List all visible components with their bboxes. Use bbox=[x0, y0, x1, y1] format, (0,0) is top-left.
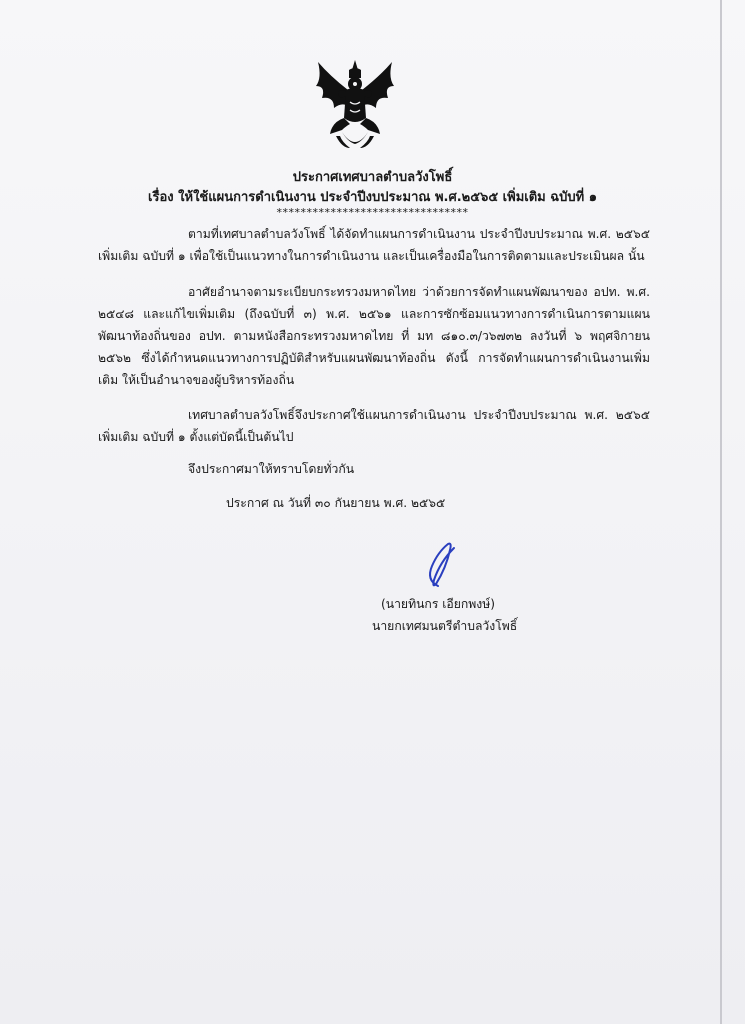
garuda-emblem-icon bbox=[312, 56, 398, 156]
title-divider: ******************************** bbox=[276, 206, 469, 219]
body-paragraph-3 bbox=[98, 404, 650, 448]
announcement-title: ประกาศเทศบาลตำบลวังโพธิ์ bbox=[292, 170, 453, 185]
signatory-name: (นายทินกร เอียกพงษ์) bbox=[381, 597, 496, 611]
announcement-subject: เรื่อง ให้ใช้แผนการดำเนินงาน ประจำปีงบประมาณ พ.ศ.๒๕๖๕ เพิ่มเติม ฉบับที่ ๑ bbox=[148, 190, 597, 205]
signature-mark bbox=[418, 540, 464, 590]
signatory-position: นายกเทศมนตรีตำบลวังโพธิ์ bbox=[372, 619, 518, 633]
closing-line: จึงประกาศมาให้ทราบโดยทั่วกัน bbox=[188, 462, 355, 476]
paragraph-2-text: อาศัยอำนาจตามระเบียบกระทรวงมหาดไทย ว่าด้วยการจัดทำแผนพัฒนาของ อปท. พ.ศ. ๒๕๔๘ และแก้ไขเพิ่มเติม (ถึงฉบับที่ ๓) พ.ศ. ๒๕๖๑ และการซักซ้อมแนวทางการดำเนินการตามแผนพัฒนาท้องถิ่นของ อปท. ตามหนังสือกระทรวงมหาดไทย ที่ มท ๘๑๐.๓/ว๖๗๓๒ ลงวันที่ ๖ พฤศจิกายน ๒๕๖๒ ซึ่งได้กำหนดแนวทางการปฏิบัติสำหรับแผนพัฒนาท้องถิ่น ดังนี้ การจัดทำแผนการดำเนินงานเพิ่มเติม ให้เป็นอำนาจของผู้บริหารท้องถิ่น bbox=[98, 285, 650, 387]
paragraph-3-text: เทศบาลตำบลวังโพธิ์จึงประกาศใช้แผนการดำเนินงาน ประจำปีงบประมาณ พ.ศ. ๒๕๖๕ เพิ่มเติม ฉบับที่ ๑ ตั้งแต่บัดนี้เป็นต้นไป bbox=[98, 408, 650, 444]
page-edge-shadow bbox=[720, 0, 722, 1024]
body-paragraph-2 bbox=[98, 281, 650, 391]
body-paragraph-1 bbox=[98, 223, 650, 267]
announcement-date: ประกาศ ณ วันที่ ๓๐ กันยายน พ.ศ. ๒๕๖๕ bbox=[226, 496, 446, 510]
paragraph-1-text: ตามที่เทศบาลตำบลวังโพธิ์ ได้จัดทำแผนการดำเนินงาน ประจำปีงบประมาณ พ.ศ. ๒๕๖๕ เพิ่มเติม ฉบับที่ ๑ เพื่อใช้เป็นแนวทางในการดำเนินงาน และเป็นเครื่องมือในการติดตามและประเมินผล นั้น bbox=[98, 227, 650, 263]
